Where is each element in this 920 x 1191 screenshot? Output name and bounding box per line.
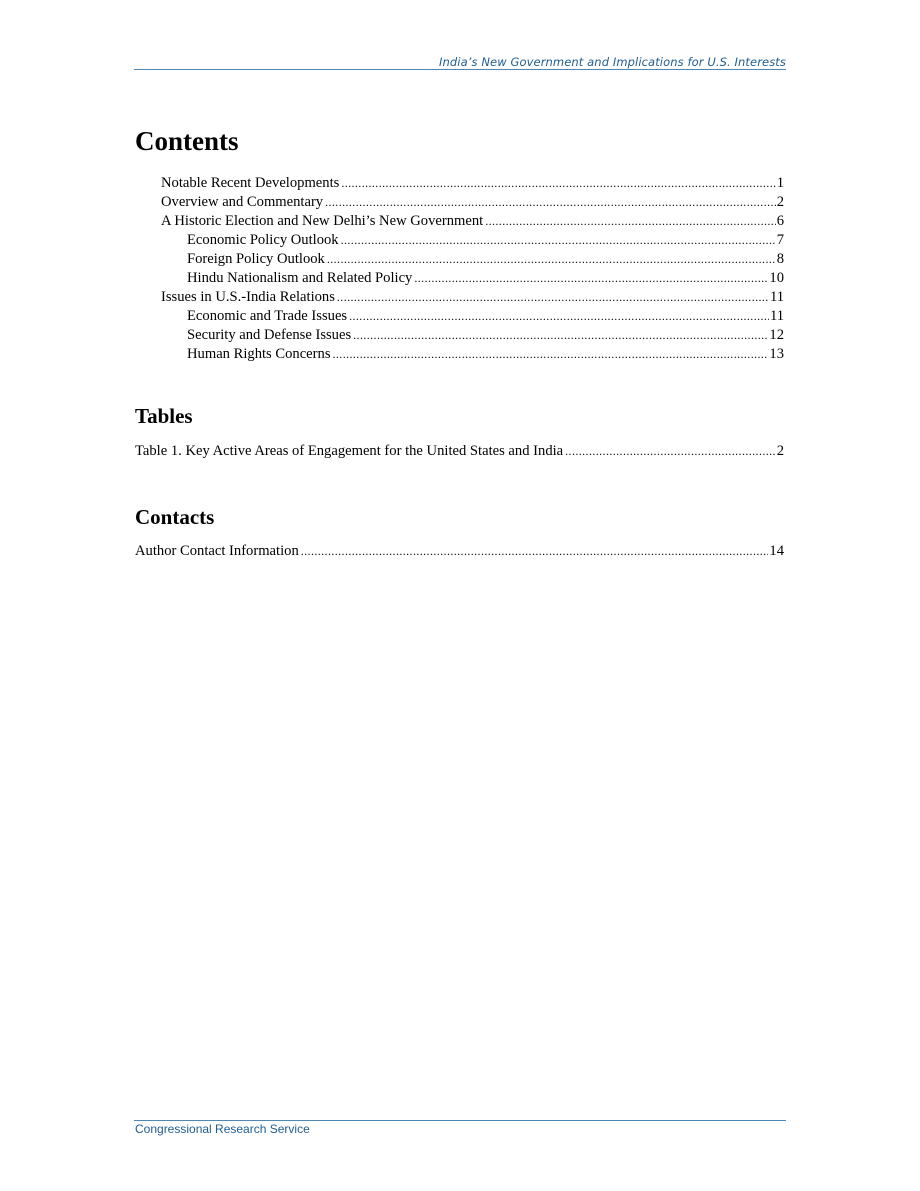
footer-divider <box>134 1120 786 1121</box>
toc-entry[interactable] <box>187 345 784 364</box>
toc-entry[interactable] <box>161 212 784 231</box>
toc-entry-label: Notable Recent Developments <box>161 175 340 191</box>
toc-entry-page: 6 <box>776 213 784 229</box>
toc-entry-page: 11 <box>769 289 784 305</box>
contents-heading: Contents <box>135 126 239 156</box>
toc-entry-page: 14 <box>769 543 784 559</box>
toc-entry-label: Security and Defense Issues <box>187 327 352 343</box>
toc-entry[interactable] <box>135 542 784 561</box>
toc-entry-label: Overview and Commentary <box>161 194 324 210</box>
toc-entry-page: 12 <box>769 327 784 343</box>
toc-entry[interactable] <box>161 174 784 193</box>
tables-heading: Tables <box>135 404 193 428</box>
dot-leader <box>485 212 776 231</box>
running-header-title: India’s New Government and Implications for U.S. Interests <box>439 55 786 69</box>
toc-entry-label: Foreign Policy Outlook <box>187 251 325 267</box>
toc-entry[interactable] <box>161 288 784 307</box>
toc-entry-label: Economic and Trade Issues <box>187 308 348 324</box>
toc-entry-label: A Historic Election and New Delhi’s New Government <box>161 213 484 229</box>
toc-entry-page: 10 <box>769 270 784 286</box>
dot-leader <box>337 288 769 307</box>
toc-entry-page: 2 <box>776 443 784 459</box>
toc-entry-label: Issues in U.S.-India Relations <box>161 289 335 305</box>
toc-entry-label: Economic Policy Outlook <box>187 232 339 248</box>
footer-organization: Congressional Research Service <box>135 1122 310 1136</box>
toc-entry-label: Human Rights Concerns <box>187 346 331 362</box>
toc-entry-label: Table 1. Key Active Areas of Engagement for the United States and India <box>135 443 564 459</box>
toc-entry[interactable] <box>135 442 784 461</box>
toc-entry-page: 2 <box>776 194 784 210</box>
dot-leader <box>333 345 769 364</box>
dot-leader <box>565 442 776 461</box>
dot-leader <box>301 542 769 561</box>
toc-entry[interactable] <box>187 326 784 345</box>
toc-entry-page: 13 <box>769 346 784 362</box>
dot-leader <box>353 326 768 345</box>
dot-leader <box>414 269 768 288</box>
toc-entry[interactable] <box>187 269 784 288</box>
toc-entry[interactable] <box>187 250 784 269</box>
header-divider <box>134 69 786 70</box>
dot-leader <box>327 250 776 269</box>
dot-leader <box>325 193 776 212</box>
toc-entry[interactable] <box>161 193 784 212</box>
toc-entry-page: 1 <box>776 175 784 191</box>
toc-entry-label: Hindu Nationalism and Related Policy <box>187 270 413 286</box>
dot-leader <box>341 231 776 250</box>
toc-entry-label: Author Contact Information <box>135 543 299 559</box>
toc-entry-page: 7 <box>776 232 784 248</box>
toc-entry[interactable] <box>187 307 784 326</box>
toc-entry-page: 11 <box>769 308 784 324</box>
dot-leader <box>349 307 769 326</box>
dot-leader <box>341 174 775 193</box>
toc-entry[interactable] <box>187 231 784 250</box>
contacts-heading: Contacts <box>135 505 215 529</box>
toc-entry-page: 8 <box>776 251 784 267</box>
